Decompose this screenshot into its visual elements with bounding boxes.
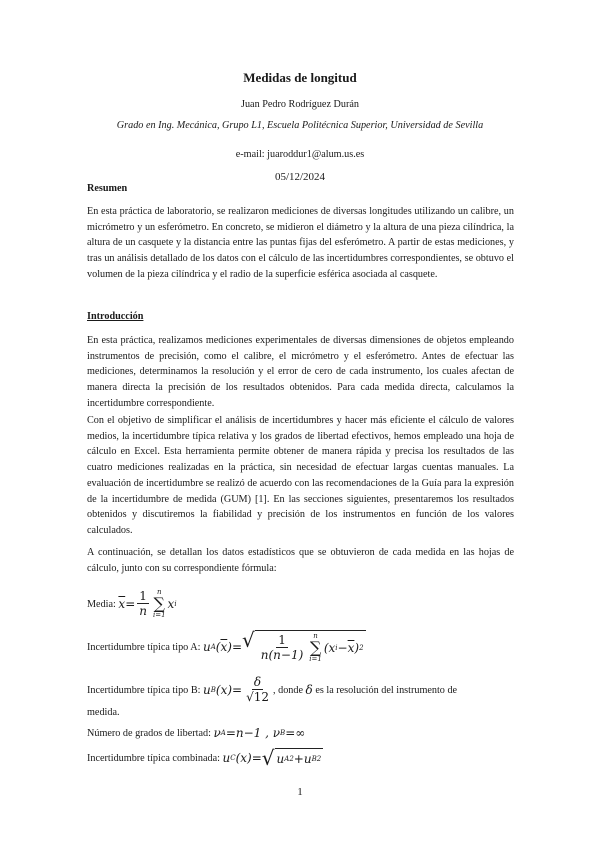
formula-tipo-b — [87, 676, 457, 704]
page-number: 1 — [297, 786, 303, 798]
intro-heading: Introducción — [87, 311, 144, 322]
affiliation: Grado en Ing. Mecánica, Grupo L1, Escuela Politécnica Superior, Universidad de Sevilla — [116, 120, 484, 131]
abstract-heading: Resumen — [87, 183, 128, 194]
formula-tipo-a-label: Incertidumbre típica tipo A: — [87, 641, 201, 653]
formula-combinada-math: u C (x)= √ u A 2 +u B 2 — [222, 746, 322, 770]
email-address: e-mail: juaroddur1@alum.us.es — [235, 149, 365, 160]
formula-tipo-a — [87, 630, 366, 664]
formula-grados-math: ν A =n−1 , ν B =∞ — [213, 726, 306, 740]
intro-paragraph-2: Con el objetivo de simplificar el análisis de incertidumbres y hacer más eficiente el cálculo de valores medios, la incertidumbre típica relativa y los grados de libertad efectivos, hemos empleado una hoja de cálculo en Excel. Esta herramienta permite obtener de manera rápida y precisa los resultados de las cuatro mediciones realizadas en la práctica, sin necesidad de efectuar largas cuentas manuales. La evaluación de incertidumbre se realizó de acuerdo con las recomendaciones de la Guía para la expresión de la incertidumbre de medida (GUM) [1]. En las secciones siguientes, presentaremos los resultados obtenidos y discutiremos la fiabilidad y precisión de los instrumentos en función de los valores calculados. — [87, 415, 514, 536]
formula-tipo-b-label: Incertidumbre típica tipo B: — [87, 684, 201, 696]
formula-tipo-b-math: u B (x)= $\frac{\delta}{√12}$ — [203, 675, 269, 704]
delta-symbol: δ — [305, 683, 313, 697]
abstract-text: En esta práctica de laboratorio, se realizaron mediciones de diversas longitudes utilizando un calibre, un micrómetro y un esferómetro. En concreto, se midieron el diámetro y la altura de una pieza cilíndrica, la altura de un casquete y la distancia entre las puntas fijas del esferómetro. A partir de estas mediciones, y tras un análisis detallado de los datos con el cálculo de las incertidumbres correspondientes, se obtuvo el volumen de la pieza cilíndrica y el radio de la superficie esférica asociada al casquete. — [87, 206, 514, 280]
formula-media-math: $\overline{x}$ = $\frac{1}{n}$ n ∑ i=1 x i — [118, 588, 177, 619]
author-name: Juan Pedro Rodríguez Durán — [241, 99, 359, 110]
formula-tipo-b-after2: es la resolución del instrumento de — [315, 684, 458, 696]
formula-grados — [87, 726, 305, 740]
formula-media — [87, 588, 177, 620]
formula-combinada-label: Incertidumbre típica combinada: — [87, 752, 220, 764]
formula-tipo-b-continuation: medida. — [87, 707, 120, 718]
intro-paragraph-3: A continuación, se detallan los datos estadísticos que se obtuvieron de cada medida en las hojas de cálculo, junto con su correspondiente fórmula: — [87, 547, 514, 574]
formula-tipo-b-after: , donde — [273, 684, 303, 696]
date: 05/12/2024 — [274, 171, 326, 183]
formula-grados-label: Número de grados de libertad: — [87, 727, 211, 739]
formula-tipo-a-math: u A ( $\overline{x}$ )= √ $\frac{1}{n(n-1)}$ n ∑ i=1 (x i − $\overline{x}$ ) 2 — [203, 628, 364, 663]
formula-media-label: Media: — [87, 598, 116, 610]
paper-title: Medidas de longitud — [243, 70, 357, 85]
intro-paragraph-1: En esta práctica, realizamos mediciones experimentales de diversas dimensiones de objetos empleando instrumentos de precisión, como el calibre, el micrómetro y el esferómetro. Antes de efectuar las mediciones, determinamos la resolución y el error de cero de cada instrumento, los cuales afectan de manera directa la precisión de los resultados obtenidos. Para cada medida directa, calculamos la incertidumbre correspondiente. — [87, 335, 514, 409]
formula-combinada — [87, 748, 323, 768]
